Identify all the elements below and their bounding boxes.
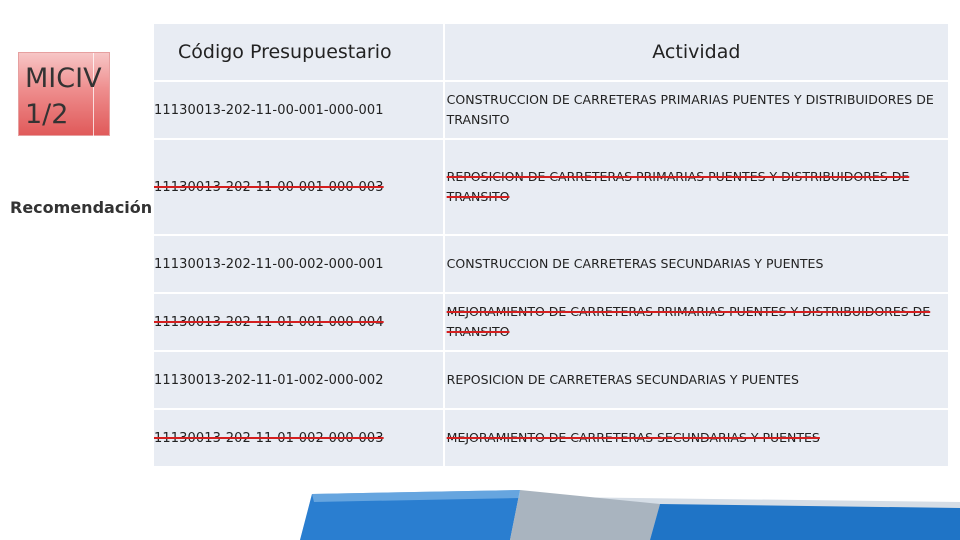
section-badge <box>18 52 110 136</box>
activity-text: CONSTRUCCION DE CARRETERAS PRIMARIAS PUENTES Y DISTRIBUIDORES DE TRANSITO <box>444 81 949 139</box>
table-row <box>153 409 949 467</box>
struck-activity-text: MEJORAMIENTO DE CARRETERAS PRIMARIAS PUENTES Y DISTRIBUIDORES DE TRANSITO <box>446 304 931 339</box>
header-code: Código Presupuestario <box>153 23 444 81</box>
activity-text: CONSTRUCCION DE CARRETERAS SECUNDARIAS Y PUENTES <box>444 235 949 293</box>
header-activity: Actividad <box>444 23 949 81</box>
activity-text-struck <box>444 139 949 235</box>
budget-activity-table <box>152 22 950 468</box>
struck-activity-text: REPOSICION DE CARRETERAS PRIMARIAS PUENTES Y DISTRIBUIDORES DE TRANSITO <box>446 169 910 204</box>
budget-code-struck <box>153 293 444 351</box>
struck-code-text: 11130013-202-11-00-001-000-003 <box>154 179 384 195</box>
table-header-row <box>153 23 949 81</box>
table-row <box>153 81 949 139</box>
table-row <box>153 293 949 351</box>
recommendation-label: Recomendación <box>10 198 153 217</box>
budget-code: 11130013-202-11-00-001-000-001 <box>153 81 444 139</box>
budget-code-struck <box>153 409 444 467</box>
budget-code: 11130013-202-11-01-002-000-002 <box>153 351 444 409</box>
struck-code-text: 11130013-202-11-01-001-000-004 <box>154 314 384 330</box>
badge-text: MICIV 1/2 <box>25 63 102 130</box>
band-gray-mid <box>510 490 660 540</box>
activity-text: REPOSICION DE CARRETERAS SECUNDARIAS Y PUENTES <box>444 351 949 409</box>
table-row <box>153 235 949 293</box>
table-row <box>153 351 949 409</box>
activity-text-struck <box>444 409 949 467</box>
band-blue-right <box>650 504 960 540</box>
struck-code-text: 11130013-202-11-01-002-000-003 <box>154 430 384 446</box>
table-row <box>153 139 949 235</box>
struck-activity-text: MEJORAMIENTO DE CARRETERAS SECUNDARIAS Y PUENTES <box>446 430 820 445</box>
activity-text-struck <box>444 293 949 351</box>
budget-code-struck <box>153 139 444 235</box>
decorative-footer-band <box>0 488 960 540</box>
budget-code: 11130013-202-11-00-002-000-001 <box>153 235 444 293</box>
